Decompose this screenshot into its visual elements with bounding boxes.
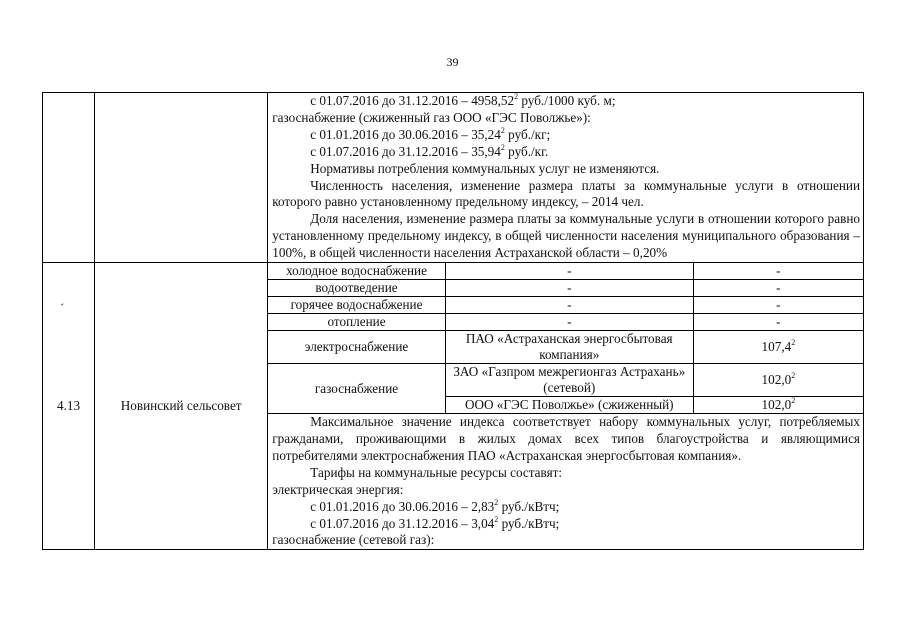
gas-index bbox=[693, 397, 863, 414]
service-provider: - bbox=[445, 263, 693, 280]
continuation-row bbox=[43, 93, 864, 263]
services-table bbox=[268, 263, 863, 414]
index-text: 102,0 bbox=[761, 372, 792, 388]
index-text: 102,0 bbox=[761, 397, 792, 413]
paragraph-text: с 01.07.2016 до 31.12.2016 – 3,04 bbox=[310, 515, 495, 531]
index-text: 107,4 bbox=[761, 339, 792, 355]
index-footnote-mark: 2 bbox=[791, 338, 796, 348]
service-row bbox=[268, 263, 863, 280]
index-footnote-mark: 2 bbox=[791, 371, 796, 381]
paragraph bbox=[272, 499, 860, 516]
service-index bbox=[693, 263, 863, 280]
paragraph-text: Численность населения, изменение размера платы за коммунальные услуги в отношении которого равно установленному предельному индексу, – 2014 чел. bbox=[272, 177, 860, 210]
service-index bbox=[693, 297, 863, 314]
top-text-cell bbox=[268, 93, 864, 263]
paragraph-text: газоснабжение (сетевой газ): bbox=[272, 532, 435, 548]
paragraph-text: Максимальное значение индекса соответствует набору коммунальных услуг, потребляемых гражданами, проживающими в жилых домах всех типов благоустройства и являющимися потребителями электроснабжения ПАО «Астраханская энергосбытовая компания». bbox=[272, 414, 860, 463]
tariff-table bbox=[42, 92, 864, 550]
gas-provider: ЗАО «Газпром межрегионгаз Астрахань» (сетевой) bbox=[445, 364, 693, 397]
paragraph bbox=[272, 465, 860, 482]
paragraph bbox=[272, 144, 860, 161]
paragraph-text: Доля населения, изменение размера платы за коммунальные услуги в отношении которого равно установленному предельному индексу, в общей численности населения муниципального образования – 100%, в общей численности населения Астраханской области – 0,20% bbox=[272, 211, 860, 261]
details-cell bbox=[268, 263, 864, 550]
paragraph-footnote-mark: 2 bbox=[494, 514, 499, 524]
service-row bbox=[268, 280, 863, 297]
paragraph-unit: руб./кВтч; bbox=[498, 498, 560, 514]
page-number: 39 bbox=[446, 55, 459, 69]
paragraph-footnote-mark: 2 bbox=[500, 125, 505, 135]
margin-mark: ´ bbox=[60, 301, 64, 315]
paragraph bbox=[272, 211, 860, 262]
empty-number-cell bbox=[43, 93, 95, 263]
index-footnote-mark: 2 bbox=[791, 396, 796, 406]
paragraph-unit: руб./кг; bbox=[504, 126, 551, 142]
gas-provider: ООО «ГЭС Поволжье» (сжиженный) bbox=[445, 397, 693, 414]
municipality-row bbox=[43, 263, 864, 550]
index-text: - bbox=[776, 280, 781, 296]
service-index bbox=[693, 280, 863, 297]
service-index bbox=[693, 314, 863, 331]
paragraph bbox=[272, 414, 860, 465]
paragraph-unit: руб./кг. bbox=[504, 143, 549, 159]
paragraph-text: Тарифы на коммунальные ресурсы составят: bbox=[310, 464, 563, 480]
row-number: 4.13 bbox=[43, 263, 95, 550]
paragraph bbox=[272, 516, 860, 533]
service-name: водоотведение bbox=[268, 280, 445, 297]
paragraph-text: с 01.07.2016 до 31.12.2016 – 4958,52 bbox=[310, 93, 515, 108]
paragraph bbox=[272, 93, 860, 110]
service-name: холодное водоснабжение bbox=[268, 263, 445, 280]
service-provider: - bbox=[445, 297, 693, 314]
index-text: - bbox=[776, 263, 781, 279]
empty-name-cell bbox=[95, 93, 268, 263]
paragraph-text: электрическая энергия: bbox=[272, 481, 404, 497]
municipality-name: Новинский сельсовет bbox=[95, 263, 268, 550]
service-provider: ПАО «Астраханская энергосбытовая компания» bbox=[445, 331, 693, 364]
paragraph-unit: руб./кВтч; bbox=[498, 515, 560, 531]
service-provider: - bbox=[445, 314, 693, 331]
top-text-block bbox=[268, 93, 863, 262]
gas-index bbox=[693, 364, 863, 397]
paragraph-footnote-mark: 2 bbox=[494, 497, 499, 507]
paragraph-text: Нормативы потребления коммунальных услуг не изменяются. bbox=[310, 160, 660, 176]
service-row bbox=[268, 314, 863, 331]
service-name: отопление bbox=[268, 314, 445, 331]
paragraph-footnote-mark: 2 bbox=[514, 92, 519, 101]
paragraph bbox=[272, 482, 860, 499]
paragraph-text: газоснабжение (сжиженный газ ООО «ГЭС Поволжье»): bbox=[272, 109, 591, 125]
paragraph bbox=[272, 110, 860, 127]
index-text: - bbox=[776, 314, 781, 330]
gas-row bbox=[268, 364, 863, 397]
paragraph bbox=[272, 532, 860, 549]
bottom-text-block bbox=[268, 414, 863, 549]
service-row bbox=[268, 331, 863, 364]
service-name: горячее водоснабжение bbox=[268, 297, 445, 314]
paragraph-unit: руб./1000 куб. м; bbox=[518, 93, 616, 108]
service-name: электроснабжение bbox=[268, 331, 445, 364]
service-row bbox=[268, 297, 863, 314]
service-index bbox=[693, 331, 863, 364]
paragraph-footnote-mark: 2 bbox=[500, 142, 505, 152]
service-provider: - bbox=[445, 280, 693, 297]
paragraph bbox=[272, 161, 860, 178]
paragraph-text: с 01.07.2016 до 31.12.2016 – 35,94 bbox=[310, 143, 501, 159]
paragraph bbox=[272, 178, 860, 212]
index-text: - bbox=[776, 297, 781, 313]
paragraph bbox=[272, 127, 860, 144]
gas-service-name: газоснабжение bbox=[268, 364, 445, 414]
paragraph-text: с 01.01.2016 до 30.06.2016 – 35,24 bbox=[310, 126, 501, 142]
paragraph-text: с 01.01.2016 до 30.06.2016 – 2,83 bbox=[310, 498, 495, 514]
